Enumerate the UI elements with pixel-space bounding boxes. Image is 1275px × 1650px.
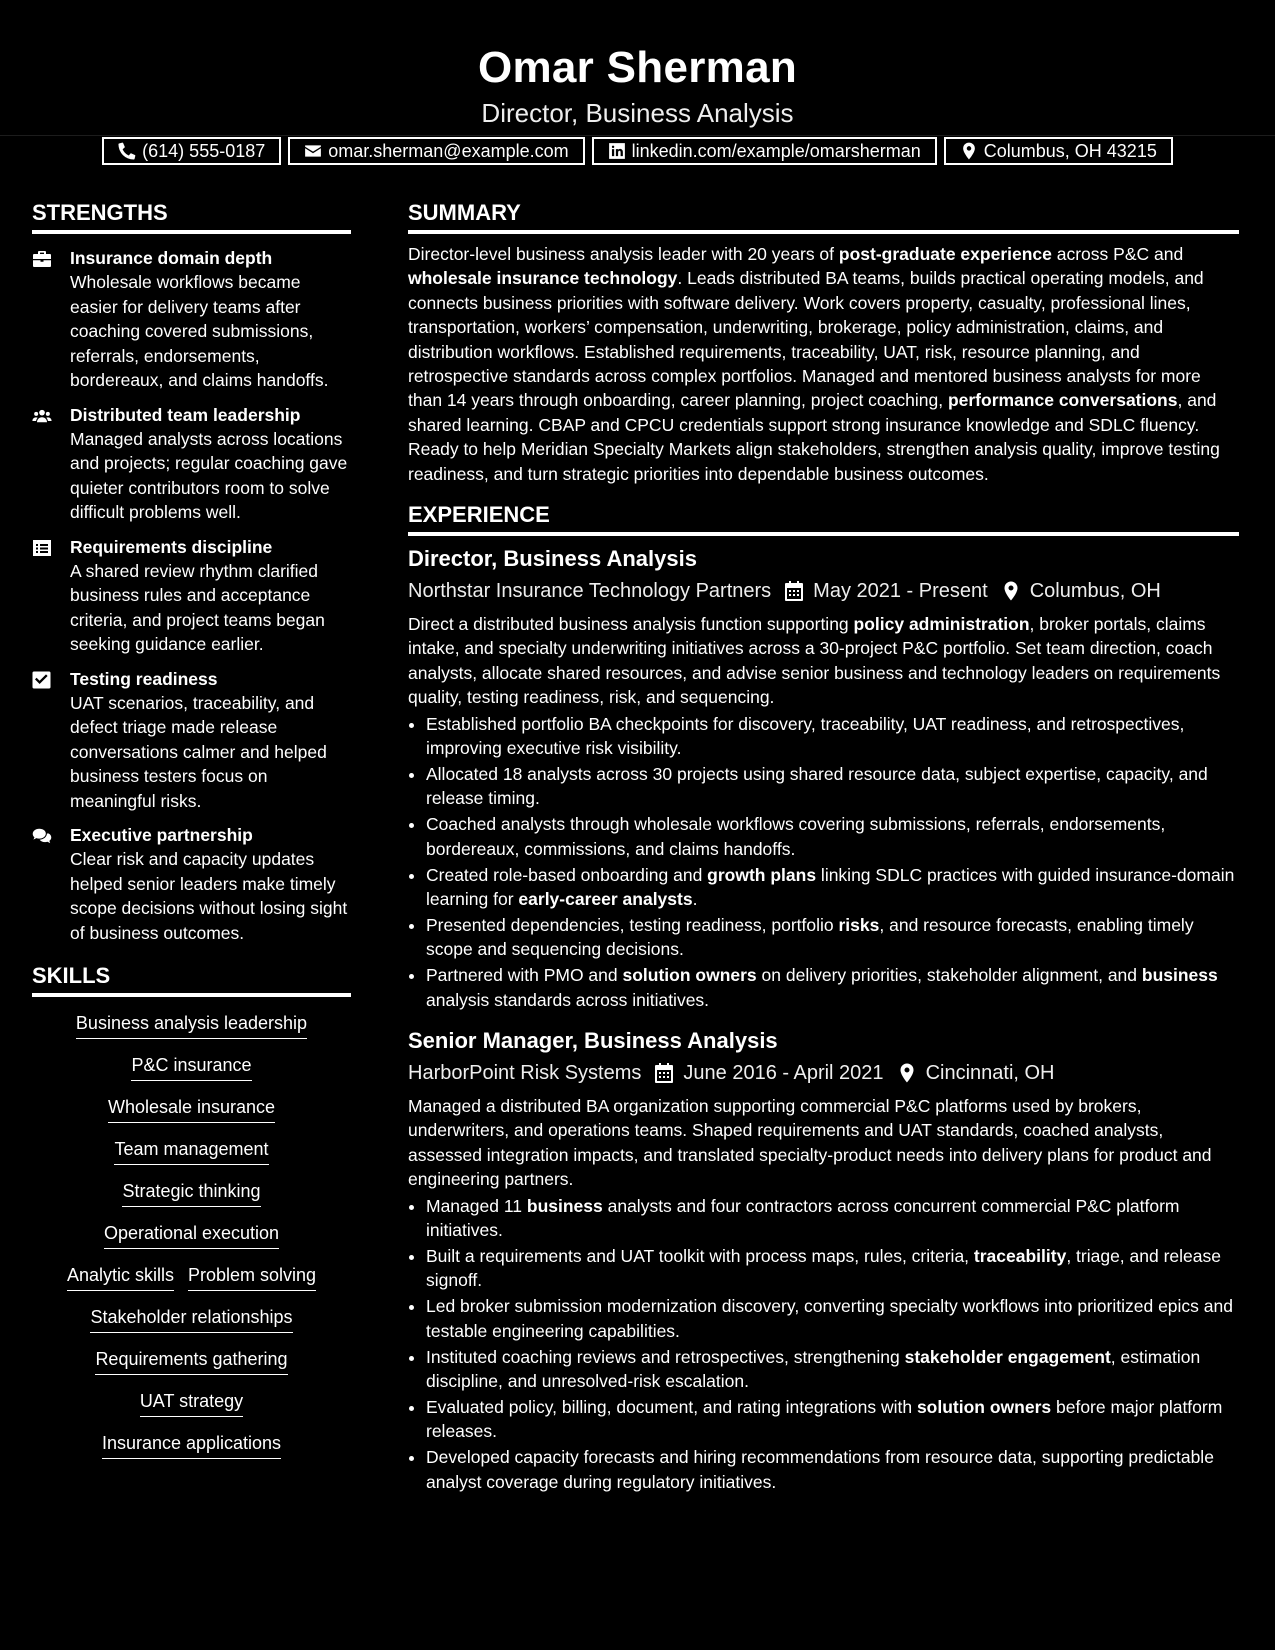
bullet-item: • Instituted coaching reviews and retrospectives, strengthening stakeholder engagement, estimation discipline, and unresolved-risk escalation. [426,1345,1239,1394]
emphasis-text: post-graduate experience [838,244,1052,264]
strength-item [32,823,351,945]
strength-item [32,246,351,393]
skill-tag: Operational execution [104,1221,279,1249]
contact-bar [0,137,1275,165]
strength-desc: Clear risk and capacity updates helped senior leaders make timely scope decisions without losing sight of business outcomes. [70,849,348,943]
skills-list [32,1011,351,1459]
strength-desc: UAT scenarios, traceability, and defect triage made release conversations calmer and helped business testers focus on meaningful risks. [70,692,327,811]
map-pin-icon [898,1063,916,1083]
candidate-title: Director, Business Analysis [481,98,794,128]
contact-location[interactable] [944,137,1173,165]
strength-title: Insurance domain depth [70,248,273,268]
skill-tag: Strategic thinking [122,1179,260,1207]
contact-email-text: omar.sherman@example.com [328,140,569,161]
contact-linkedin[interactable] [592,137,937,165]
job-dates: May 2021 - Present [813,580,988,603]
bullet-item: • Evaluated policy, billing, document, and rating integrations with solution owners before major platform releases. [426,1395,1239,1444]
skill-tag: Requirements gathering [95,1347,287,1375]
experience-heading: EXPERIENCE [408,500,1239,536]
strength-desc: Managed analysts across locations and projects; regular coaching gave quieter contributors room to solve difficult problems well. [70,428,348,522]
skills-heading: SKILLS [32,961,351,997]
bullet-item: • Established portfolio BA checkpoints for discovery, traceability, UAT readiness, and retrospectives, improving executive risk visibility. [426,712,1239,761]
right-column [408,198,1239,1496]
bullet-item: • Built a requirements and UAT toolkit with process maps, rules, criteria, traceability, triage, and release signoff. [426,1244,1239,1293]
emphasis-text: business [1141,965,1218,986]
bullet-item: • Coached analysts through wholesale workflows covering submissions, referrals, endorsements, bordereaux, commissions, and claims handoffs. [426,812,1239,861]
strengths-list [32,246,351,945]
skill-tag: Problem solving [188,1263,316,1291]
emphasis-text: business [526,1195,603,1216]
briefcase-icon [32,250,52,268]
map-pin-icon [960,142,978,160]
check-square-icon [32,671,52,689]
skill-tag: Team management [114,1137,268,1165]
job-description: Managed a distributed BA organization supporting commercial P&C platforms used by brokers, underwriters, and operations teams. Shaped requirements and UAT standards, coached analysts, assessed integration impacts, and translated specialty-product needs into delivery plans for product and engineering partners. [408,1096,1212,1190]
list-alt-icon [32,539,52,557]
job-location: Cincinnati, OH [925,1062,1055,1085]
left-column [32,198,351,1459]
emphasis-text: performance conversations [947,390,1178,411]
job-bullets [408,1194,1239,1494]
job-title: Director, Business Analysis [408,546,697,572]
emphasis-text: stakeholder engagement [904,1346,1111,1367]
map-pin-icon [1002,581,1020,601]
emphasis-text: traceability [973,1246,1067,1266]
emphasis-text: wholesale insurance technology [408,268,678,289]
strength-item [32,403,351,525]
bullet-item: • Partnered with PMO and solution owners on delivery priorities, stakeholder alignment, and business analysis standards across initiatives. [426,963,1239,1012]
summary-heading: SUMMARY [408,198,1239,234]
comments-icon [32,827,52,845]
emphasis-text: solution owners [916,1396,1052,1417]
bullet-item: • Led broker submission modernization discovery, converting specialty workflows into prioritized epics and testable engineering capabilities. [426,1294,1239,1343]
skill-tag: UAT strategy [140,1389,243,1417]
calendar-icon [655,1063,673,1083]
users-icon [32,407,52,425]
strength-title: Distributed team leadership [70,404,301,425]
calendar-icon [785,581,803,601]
emphasis-text: early-career analysts [518,889,693,910]
skill-tag: Wholesale insurance [108,1095,275,1123]
bullet-item: • Presented dependencies, testing readiness, portfolio risks, and resource forecasts, enabling timely scope and sequencing decisions. [426,913,1239,962]
strength-desc: A shared review rhythm clarified business rules and acceptance criteria, and project teams began seeking guidance earlier. [70,560,325,654]
candidate-name: Omar Sherman [477,43,798,92]
bullet-item: • Created role-based onboarding and growth plans linking SDLC practices with guided insurance-domain learning for early-career analysts. [426,863,1239,912]
skill-tag: Stakeholder relationships [90,1305,292,1333]
strength-title: Testing readiness [70,668,218,689]
strength-title: Requirements discipline [70,536,273,557]
emphasis-text: policy administration [853,614,1030,635]
job-company: Northstar Insurance Technology Partners [408,580,772,603]
strength-item [32,667,351,814]
bullet-item: • Developed capacity forecasts and hiring recommendations from resource data, supporting predictable analyst coverage during regulatory initiatives. [426,1445,1239,1494]
skill-tag: Analytic skills [67,1263,174,1291]
contact-phone-text: (614) 555-0187 [142,140,266,161]
job-title: Senior Manager, Business Analysis [408,1028,778,1054]
skill-tag: Insurance applications [102,1431,281,1459]
emphasis-text: growth plans [707,864,817,885]
summary-text: Director-level business analysis leader with 20 years of post-graduate experience across P&C and wholesale insurance technology. Leads distributed BA teams, builds practical operating models, and connects business priorities with software delivery. Work covers property, casualty, professional lines, transportation, workers’ compensation, underwriting, brokerage, policy administration, claims, and distribution workflows. Established requirements, traceability, UAT, risk, resource planning, and retrospective standards across complex portfolios. Managed and mentored business analysts for more than 14 years through onboarding, career planning, project coaching, performance conversations, and shared learning. CBAP and CPCU credentials support strong insurance knowledge and SDLC fluency. Ready to help Meridian Specialty Markets align stakeholders, strengthen analysis quality, improve testing readiness, and turn strategic priorities into dependable business outcomes. [408,244,1220,484]
job-entry [408,1026,1239,1494]
bullet-item: • Managed 11 business analysts and four contractors across concurrent commercial P&C platform initiatives. [426,1194,1239,1243]
strength-desc: Wholesale workflows became easier for delivery teams after coaching covered submissions, referrals, endorsements, bordereaux, and claims handoffs. [70,272,329,390]
strength-title: Executive partnership [70,825,253,845]
job-entry [408,544,1239,1012]
linkedin-icon [608,142,626,160]
phone-icon [118,142,136,160]
envelope-icon [304,142,322,160]
job-description: Direct a distributed business analysis function supporting policy administration, broker portals, claims intake, and specialty underwriting initiatives across a 30-project P&C portfolio. Set team direction, coach analysts, allocate shared resources, and advise senior business and technology leaders on requirements quality, testing readiness, risk, and sequencing. [408,614,1221,708]
job-meta [408,1058,1239,1088]
resume-header [0,0,1275,161]
contact-phone[interactable] [102,137,281,165]
job-dates: June 2016 - April 2021 [683,1062,884,1085]
job-company: HarborPoint Risk Systems [408,1062,642,1085]
job-meta [408,576,1239,606]
emphasis-text: risks [838,914,880,935]
contact-linkedin-text: linkedin.com/example/omarsherman [631,140,921,161]
contact-location-text: Columbus, OH 43215 [983,140,1157,161]
bullet-item: • Allocated 18 analysts across 30 projects using shared resource data, subject expertise, capacity, and release timing. [426,762,1239,811]
emphasis-text: solution owners [622,965,757,986]
job-location: Columbus, OH [1029,580,1161,603]
strength-item [32,535,351,657]
skill-tag: P&C insurance [131,1053,251,1081]
job-bullets [408,712,1239,1012]
skill-tag: Business analysis leadership [76,1011,307,1039]
contact-email[interactable] [288,137,584,165]
strengths-heading: STRENGTHS [32,198,351,234]
